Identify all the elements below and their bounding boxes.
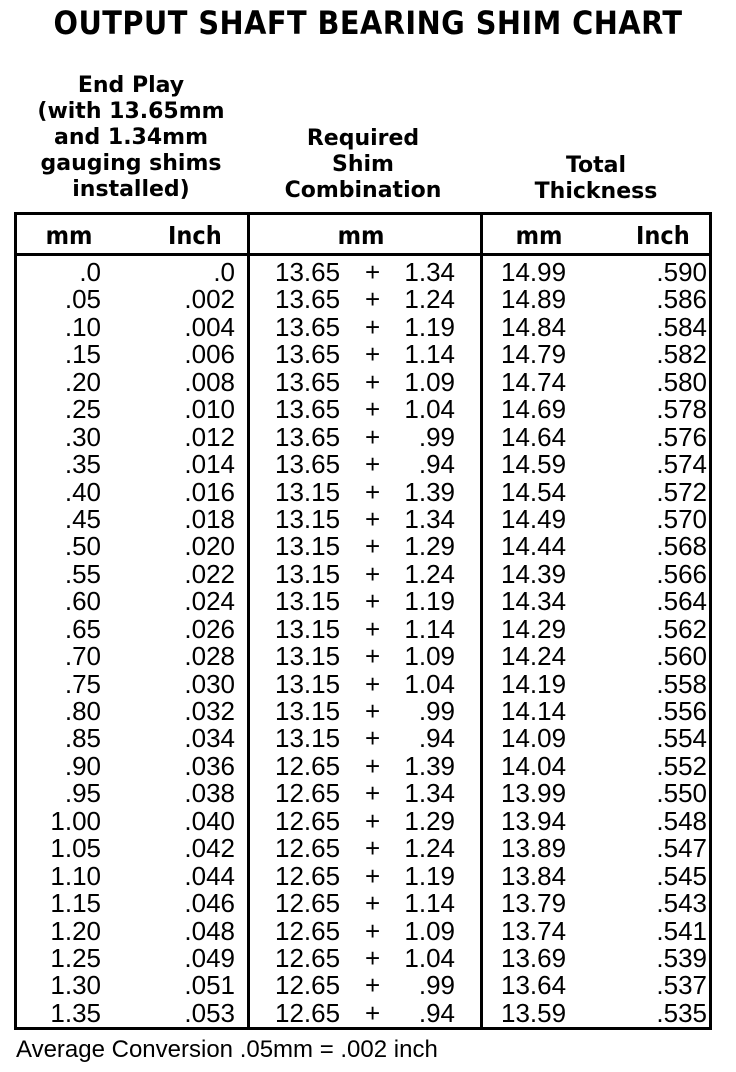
table-row xyxy=(17,805,709,836)
shim-a-cell: 13.15 xyxy=(275,668,341,699)
shim-a-cell: 12.65 xyxy=(275,970,341,1001)
table-row xyxy=(17,396,709,423)
total-header-line: Total xyxy=(565,153,627,178)
table-row xyxy=(17,476,709,507)
total-mm-cell: 14.19 xyxy=(501,668,567,699)
end-play-inch-cell: .026 xyxy=(184,613,235,644)
end-play-mm-cell: .25 xyxy=(64,394,101,425)
plus-sign: + xyxy=(365,805,381,836)
shim-a-cell: 12.65 xyxy=(275,860,341,891)
end-play-inch-cell: .002 xyxy=(184,284,235,315)
shim-b-cell: .94 xyxy=(418,723,455,754)
end-play-header-line: and 1.34mm xyxy=(53,125,209,150)
total-inch-cell: .568 xyxy=(656,531,707,562)
total-inch-cell: .584 xyxy=(656,311,707,342)
total-mm-cell: 13.94 xyxy=(501,805,567,836)
end-play-inch-cell: .024 xyxy=(184,586,235,617)
end-play-header-line: installed) xyxy=(72,177,190,202)
total-mm-cell: 13.84 xyxy=(501,860,567,891)
end-play-inch-cell: .028 xyxy=(184,641,235,672)
end-play-mm-cell: .15 xyxy=(64,339,101,370)
end-play-inch-cell: .036 xyxy=(184,750,235,781)
end-play-mm-cell: .55 xyxy=(64,558,101,589)
chart-title: OUTPUT SHAFT BEARING SHIM CHART xyxy=(53,4,683,42)
total-inch-cell: .556 xyxy=(656,696,707,726)
end-play-inch-cell: .040 xyxy=(184,805,235,836)
total-mm-cell: 14.44 xyxy=(501,531,567,562)
table-row xyxy=(17,451,709,478)
table-row xyxy=(17,725,709,752)
shim-b-cell: 1.14 xyxy=(404,613,455,644)
total-mm-cell: 13.99 xyxy=(501,778,567,809)
plus-sign: + xyxy=(365,558,381,589)
total-mm-cell: 14.39 xyxy=(501,558,567,589)
shim-header-line: Combination xyxy=(284,178,442,203)
total-inch-cell: .558 xyxy=(656,668,707,699)
total-inch-cell: .566 xyxy=(656,558,707,589)
end-play-inch-cell: .016 xyxy=(184,476,235,507)
shim-b-cell: 1.24 xyxy=(404,558,455,589)
total-inch-cell: .572 xyxy=(656,476,707,507)
end-play-mm-cell: .30 xyxy=(64,421,101,452)
table-row xyxy=(17,750,709,781)
shim-a-cell: 12.65 xyxy=(275,997,341,1028)
shim-b-cell: 1.29 xyxy=(404,531,455,562)
end-play-mm-cell: .80 xyxy=(64,696,101,726)
end-play-mm-cell: .0 xyxy=(79,257,101,287)
end-play-header-line: (with 13.65mm xyxy=(37,99,225,124)
table-row xyxy=(17,503,709,534)
total-mm-cell: 13.64 xyxy=(501,970,567,1001)
total-inch-cell: .552 xyxy=(656,750,707,781)
total-inch-cell: .562 xyxy=(656,613,707,644)
shim-a-cell: 13.65 xyxy=(275,394,341,425)
shim-b-cell: 1.09 xyxy=(404,641,455,672)
end-play-mm-cell: .45 xyxy=(64,503,101,534)
total-mm-cell: 14.09 xyxy=(501,723,567,754)
table-row xyxy=(17,341,709,368)
end-play-mm-cell: .10 xyxy=(64,311,101,342)
plus-sign: + xyxy=(365,942,381,973)
total-inch-cell: .574 xyxy=(656,449,707,480)
shim-b-cell: 1.09 xyxy=(404,366,455,397)
plus-sign: + xyxy=(365,778,381,809)
end-play-mm-cell: .05 xyxy=(64,284,101,315)
end-play-header-line: End Play xyxy=(77,73,185,98)
total-inch-cell: .560 xyxy=(656,641,707,672)
plus-sign: + xyxy=(365,997,381,1028)
total-inch-cell: .543 xyxy=(656,888,707,919)
end-play-inch-cell: .014 xyxy=(184,449,235,480)
plus-sign: + xyxy=(365,833,381,864)
plus-sign: + xyxy=(365,586,381,617)
table-row xyxy=(17,835,709,862)
shim-combination-header xyxy=(248,126,478,204)
table-row xyxy=(17,366,709,397)
plus-sign: + xyxy=(365,613,381,644)
total-inch-cell: .564 xyxy=(656,586,707,617)
table-row xyxy=(17,259,709,286)
end-play-header-line: gauging shims xyxy=(40,151,222,176)
total-mm-cell: 14.34 xyxy=(501,586,567,617)
total-inch-cell: .537 xyxy=(656,970,707,1001)
end-play-inch-cell: .051 xyxy=(184,970,235,1001)
shim-a-cell: 13.65 xyxy=(275,449,341,480)
total-mm-cell: 14.59 xyxy=(501,449,567,480)
unit-total-inch: Inch xyxy=(635,221,690,250)
end-play-inch-cell: .008 xyxy=(184,366,235,397)
table-row xyxy=(17,421,709,452)
shim-a-cell: 13.65 xyxy=(275,284,341,315)
total-inch-cell: .570 xyxy=(656,503,707,534)
end-play-mm-cell: .90 xyxy=(64,750,101,781)
end-play-inch-cell: .012 xyxy=(184,421,235,452)
total-mm-cell: 14.79 xyxy=(501,339,567,370)
plus-sign: + xyxy=(365,339,381,370)
table-row xyxy=(17,860,709,891)
end-play-inch-cell: .030 xyxy=(184,668,235,699)
end-play-mm-cell: .20 xyxy=(64,366,101,397)
unit-shim-mm: mm xyxy=(337,221,385,250)
table-row xyxy=(17,972,709,999)
end-play-mm-cell: 1.00 xyxy=(50,805,101,836)
unit-total-mm: mm xyxy=(515,221,563,250)
total-mm-cell: 13.74 xyxy=(501,915,567,946)
plus-sign: + xyxy=(365,394,381,425)
shim-b-cell: 1.19 xyxy=(404,311,455,342)
table-row xyxy=(17,558,709,589)
plus-sign: + xyxy=(365,915,381,946)
total-mm-cell: 14.69 xyxy=(501,394,567,425)
end-play-inch-cell: .018 xyxy=(184,503,235,534)
table-row xyxy=(17,588,709,615)
shim-b-cell: 1.24 xyxy=(404,833,455,864)
total-inch-cell: .586 xyxy=(656,284,707,315)
shim-a-cell: 13.15 xyxy=(275,641,341,672)
shim-a-cell: 13.15 xyxy=(275,586,341,617)
table-row xyxy=(17,311,709,342)
total-mm-cell: 14.29 xyxy=(501,613,567,644)
shim-a-cell: 13.65 xyxy=(275,311,341,342)
end-play-mm-cell: 1.30 xyxy=(50,970,101,1001)
plus-sign: + xyxy=(365,531,381,562)
unit-end-play-inch: Inch xyxy=(167,221,222,250)
shim-b-cell: 1.04 xyxy=(404,394,455,425)
shim-a-cell: 13.65 xyxy=(275,421,341,452)
total-inch-cell: .590 xyxy=(656,257,707,287)
end-play-inch-cell: .046 xyxy=(184,888,235,919)
plus-sign: + xyxy=(365,449,381,480)
plus-sign: + xyxy=(365,696,381,726)
shim-a-cell: 13.15 xyxy=(275,503,341,534)
total-mm-cell: 14.54 xyxy=(501,476,567,507)
end-play-mm-cell: .70 xyxy=(64,641,101,672)
plus-sign: + xyxy=(365,970,381,1001)
total-mm-cell: 14.49 xyxy=(501,503,567,534)
end-play-mm-cell: 1.20 xyxy=(50,915,101,946)
shim-b-cell: .94 xyxy=(418,449,455,480)
end-play-mm-cell: .60 xyxy=(64,586,101,617)
total-mm-cell: 14.84 xyxy=(501,311,567,342)
end-play-mm-cell: 1.25 xyxy=(50,942,101,973)
shim-b-cell: 1.04 xyxy=(404,668,455,699)
table-row xyxy=(17,643,709,670)
shim-b-cell: 1.34 xyxy=(404,778,455,809)
end-play-mm-cell: 1.10 xyxy=(50,860,101,891)
shim-a-cell: 12.65 xyxy=(275,750,341,781)
end-play-header xyxy=(14,73,248,203)
end-play-inch-cell: .010 xyxy=(184,394,235,425)
plus-sign: + xyxy=(365,888,381,919)
total-mm-cell: 14.14 xyxy=(501,696,567,726)
total-mm-cell: 14.99 xyxy=(501,257,567,287)
shim-b-cell: 1.24 xyxy=(404,284,455,315)
plus-sign: + xyxy=(365,476,381,507)
end-play-inch-cell: .034 xyxy=(184,723,235,754)
total-mm-cell: 13.59 xyxy=(501,997,567,1028)
shim-a-cell: 13.15 xyxy=(275,531,341,562)
total-thickness-header xyxy=(480,153,712,205)
shim-b-cell: .99 xyxy=(418,970,455,1001)
shim-b-cell: 1.29 xyxy=(404,805,455,836)
shim-a-cell: 13.65 xyxy=(275,339,341,370)
plus-sign: + xyxy=(365,503,381,534)
plus-sign: + xyxy=(365,311,381,342)
end-play-inch-cell: .044 xyxy=(184,860,235,891)
shim-a-cell: 12.65 xyxy=(275,888,341,919)
shim-header-line: Shim xyxy=(332,152,394,177)
shim-a-cell: 13.15 xyxy=(275,558,341,589)
end-play-mm-cell: .75 xyxy=(64,668,101,699)
total-mm-cell: 13.79 xyxy=(501,888,567,919)
total-mm-cell: 13.89 xyxy=(501,833,567,864)
shim-b-cell: .99 xyxy=(418,696,455,726)
total-inch-cell: .545 xyxy=(656,860,707,891)
end-play-mm-cell: .95 xyxy=(64,778,101,809)
end-play-mm-cell: .35 xyxy=(64,449,101,480)
end-play-mm-cell: .85 xyxy=(64,723,101,754)
total-mm-cell: 13.69 xyxy=(501,942,567,973)
header-divider xyxy=(17,253,709,256)
shim-b-cell: 1.14 xyxy=(404,888,455,919)
end-play-mm-cell: 1.35 xyxy=(50,997,101,1028)
table-row xyxy=(17,533,709,560)
total-mm-cell: 14.24 xyxy=(501,641,567,672)
plus-sign: + xyxy=(365,284,381,315)
shim-b-cell: 1.04 xyxy=(404,942,455,973)
plus-sign: + xyxy=(365,668,381,699)
shim-header-line: Required xyxy=(306,126,420,151)
shim-a-cell: 12.65 xyxy=(275,778,341,809)
shim-table xyxy=(14,212,712,1030)
end-play-inch-cell: .006 xyxy=(184,339,235,370)
shim-b-cell: .94 xyxy=(418,997,455,1028)
total-mm-cell: 14.89 xyxy=(501,284,567,315)
shim-b-cell: 1.34 xyxy=(404,503,455,534)
total-header-line: Thickness xyxy=(534,179,658,204)
plus-sign: + xyxy=(365,750,381,781)
total-inch-cell: .541 xyxy=(656,915,707,946)
plus-sign: + xyxy=(365,366,381,397)
shim-a-cell: 13.65 xyxy=(275,366,341,397)
shim-a-cell: 12.65 xyxy=(275,805,341,836)
shim-a-cell: 13.65 xyxy=(275,257,341,287)
total-inch-cell: .554 xyxy=(656,723,707,754)
shim-a-cell: 12.65 xyxy=(275,833,341,864)
total-inch-cell: .535 xyxy=(656,997,707,1028)
end-play-inch-cell: .049 xyxy=(184,942,235,973)
end-play-inch-cell: .032 xyxy=(184,696,235,726)
unit-end-play-mm: mm xyxy=(45,221,93,250)
plus-sign: + xyxy=(365,860,381,891)
total-mm-cell: 14.04 xyxy=(501,750,567,781)
plus-sign: + xyxy=(365,641,381,672)
total-mm-cell: 14.74 xyxy=(501,366,567,397)
end-play-inch-cell: .053 xyxy=(184,997,235,1028)
shim-a-cell: 13.15 xyxy=(275,723,341,754)
table-row xyxy=(17,613,709,644)
table-row xyxy=(17,780,709,807)
end-play-mm-cell: 1.15 xyxy=(50,888,101,919)
plus-sign: + xyxy=(365,257,381,287)
total-mm-cell: 14.64 xyxy=(501,421,567,452)
end-play-mm-cell: .50 xyxy=(64,531,101,562)
end-play-inch-cell: .020 xyxy=(184,531,235,562)
shim-b-cell: .99 xyxy=(418,421,455,452)
table-row xyxy=(17,668,709,699)
shim-b-cell: 1.39 xyxy=(404,750,455,781)
end-play-inch-cell: .0 xyxy=(213,257,235,287)
conversion-note: Average Conversion .05mm = .002 inch xyxy=(16,1036,438,1063)
total-inch-cell: .582 xyxy=(656,339,707,370)
total-inch-cell: .550 xyxy=(656,778,707,809)
shim-b-cell: 1.09 xyxy=(404,915,455,946)
plus-sign: + xyxy=(365,421,381,452)
total-inch-cell: .580 xyxy=(656,366,707,397)
shim-a-cell: 12.65 xyxy=(275,942,341,973)
shim-a-cell: 13.15 xyxy=(275,613,341,644)
table-row xyxy=(17,997,709,1028)
total-inch-cell: .539 xyxy=(656,942,707,973)
total-inch-cell: .578 xyxy=(656,394,707,425)
shim-b-cell: 1.19 xyxy=(404,860,455,891)
table-body xyxy=(17,259,709,1027)
total-inch-cell: .547 xyxy=(656,833,707,864)
plus-sign: + xyxy=(365,723,381,754)
end-play-inch-cell: .038 xyxy=(184,778,235,809)
end-play-inch-cell: .022 xyxy=(184,558,235,589)
shim-a-cell: 12.65 xyxy=(275,915,341,946)
shim-b-cell: 1.19 xyxy=(404,586,455,617)
table-row xyxy=(17,942,709,973)
end-play-inch-cell: .004 xyxy=(184,311,235,342)
end-play-mm-cell: .65 xyxy=(64,613,101,644)
shim-a-cell: 13.15 xyxy=(275,696,341,726)
table-row xyxy=(17,890,709,917)
table-row xyxy=(17,286,709,313)
end-play-inch-cell: .042 xyxy=(184,833,235,864)
total-inch-cell: .548 xyxy=(656,805,707,836)
end-play-mm-cell: 1.05 xyxy=(50,833,101,864)
shim-b-cell: 1.34 xyxy=(404,257,455,287)
shim-a-cell: 13.15 xyxy=(275,476,341,507)
table-row xyxy=(17,915,709,946)
shim-b-cell: 1.14 xyxy=(404,339,455,370)
end-play-inch-cell: .048 xyxy=(184,915,235,946)
end-play-mm-cell: .40 xyxy=(64,476,101,507)
shim-b-cell: 1.39 xyxy=(404,476,455,507)
table-row xyxy=(17,698,709,725)
total-inch-cell: .576 xyxy=(656,421,707,452)
